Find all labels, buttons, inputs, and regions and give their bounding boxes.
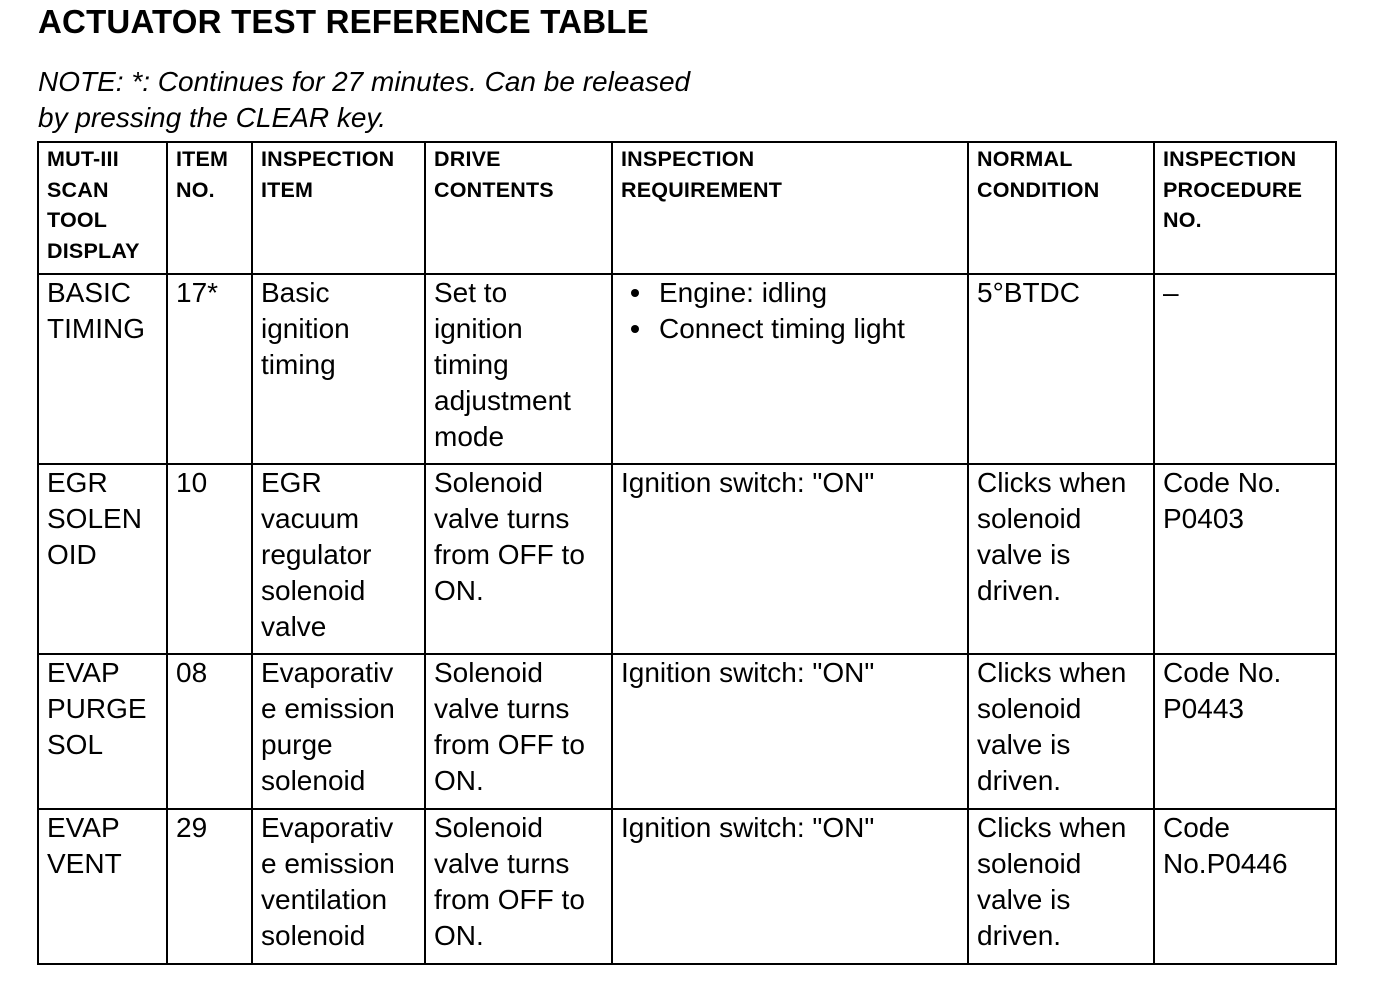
header-row	[38, 142, 1336, 274]
header-inspection-item: INSPECTION ITEM	[252, 142, 425, 274]
cell-procedure: Code No.P0446	[1154, 809, 1336, 964]
table-row	[38, 654, 1336, 809]
page-title: ACTUATOR TEST REFERENCE TABLE	[38, 3, 649, 40]
cell-item-no: 17*	[167, 274, 252, 464]
cell-requirement: Ignition switch: "ON"	[612, 654, 968, 809]
note-line: NOTE: *: Continues for 27 minutes. Can be released	[38, 66, 691, 97]
cell-item-no: 29	[167, 809, 252, 964]
cell-normal-condition: Clicks when solenoid valve is driven.	[968, 464, 1154, 654]
header-drive-contents: DRIVE CONTENTS	[425, 142, 612, 274]
cell-procedure: Code No. P0403	[1154, 464, 1336, 654]
cell-inspection-item: Evaporativ e emission purge solenoid	[252, 654, 425, 809]
cell-inspection-item: Basic ignition timing	[252, 274, 425, 464]
cell-drive-contents: Solenoid valve turns from OFF to ON.	[425, 809, 612, 964]
cell-normal-condition: Clicks when solenoid valve is driven.	[968, 809, 1154, 964]
cell-drive-contents: Set to ignition timing adjustment mode	[425, 274, 612, 464]
cell-procedure: –	[1154, 274, 1336, 464]
list-item: Connect timing light	[621, 311, 963, 347]
cell-display: EVAP PURGE SOL	[38, 654, 167, 809]
note-text	[38, 64, 690, 136]
cell-inspection-item: Evaporativ e emission ventilation solenoid	[252, 809, 425, 964]
table-row	[38, 809, 1336, 964]
cell-drive-contents: Solenoid valve turns from OFF to ON.	[425, 654, 612, 809]
requirement-list	[621, 275, 963, 347]
cell-item-no: 08	[167, 654, 252, 809]
cell-display: EGR SOLEN OID	[38, 464, 167, 654]
header-scan-tool-display: MUT-III SCAN TOOL DISPLAY	[38, 142, 167, 274]
header-item-no: ITEM NO.	[167, 142, 252, 274]
cell-normal-condition: 5°BTDC	[968, 274, 1154, 464]
cell-procedure: Code No. P0443	[1154, 654, 1336, 809]
cell-item-no: 10	[167, 464, 252, 654]
header-inspection-requirement: INSPECTION REQUIREMENT	[612, 142, 968, 274]
cell-inspection-item: EGR vacuum regulator solenoid valve	[252, 464, 425, 654]
cell-display: EVAP VENT	[38, 809, 167, 964]
list-item: Engine: idling	[621, 275, 963, 311]
cell-normal-condition: Clicks when solenoid valve is driven.	[968, 654, 1154, 809]
table-row	[38, 274, 1336, 464]
note-line: by pressing the CLEAR key.	[38, 102, 387, 133]
cell-requirement: Ignition switch: "ON"	[612, 464, 968, 654]
header-inspection-procedure-no: INSPECTION PROCEDURE NO.	[1154, 142, 1336, 274]
cell-requirement	[612, 274, 968, 464]
cell-display: BASIC TIMING	[38, 274, 167, 464]
cell-requirement: Ignition switch: "ON"	[612, 809, 968, 964]
actuator-test-table	[37, 141, 1337, 965]
table-row	[38, 464, 1336, 654]
header-normal-condition: NORMAL CONDITION	[968, 142, 1154, 274]
cell-drive-contents: Solenoid valve turns from OFF to ON.	[425, 464, 612, 654]
